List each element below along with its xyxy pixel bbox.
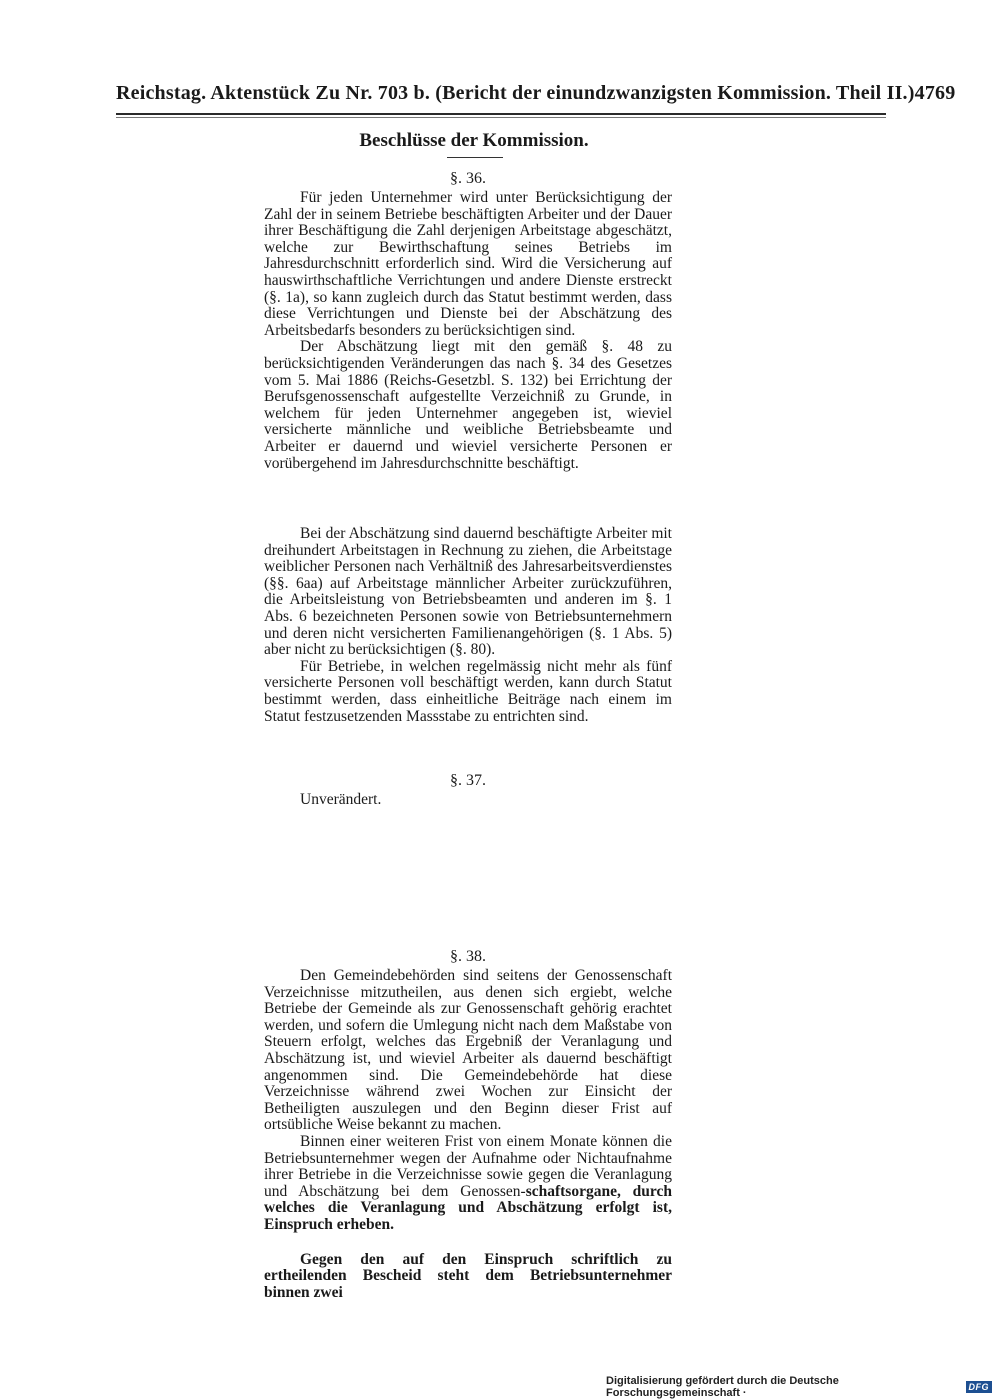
- section-36-label: §. 36.: [450, 170, 486, 187]
- footer-text: Digitalisierung gefördert durch die Deutsche Forschungsgemeinschaft ·: [606, 1375, 839, 1399]
- section-38-paragraph-2-bold: schaftsorgane, durch welches die Veranlagung und Abschätzung erfolgt ist, Einspruch erheben.: [264, 1182, 672, 1233]
- section-38-paragraph-3: Gegen den auf den Einspruch schriftlich zu ertheilenden Bescheid steht dem Betriebsunternehmer binnen zwei: [264, 1250, 672, 1301]
- section-37-block: [264, 772, 672, 809]
- section-38-label: §. 38.: [450, 948, 486, 965]
- section-36-block: [264, 170, 672, 472]
- section-37-text: Unverändert.: [300, 791, 382, 808]
- header-rule: [116, 113, 886, 115]
- section-37-label: §. 37.: [450, 772, 486, 789]
- section-38-block: [264, 948, 672, 1301]
- section-38-paragraph-1: Den Gemeindebehörden sind seitens der Genossenschaft Verzeichnisse mitzutheilen, aus denen sich ergiebt, welche Betriebe der Gemeinde als zur Genossenschaft gehörig erachtet werden, und sofern die Umlegung nicht nach dem Maßstabe von Steuern erfolgt, welches das Ergebniß der Veranlagung und Abschätzung ist, und wieviel Arbeiter als dauernd beschäftigt angenommen sind. Die Gemeindebehörde hat diese Verzeichnisse während zwei Wochen zur Einsicht der Betheiligten auszulegen und den Beginn dieser Frist auf ortsübliche Weise bekannt zu machen.: [264, 967, 672, 1134]
- running-header: [116, 82, 956, 110]
- digitization-footer: [606, 1375, 992, 1399]
- header-title: Reichstag. Aktenstück Zu Nr. 703 b. (Bericht der einundzwanzigsten Kommission. Theil II.): [116, 82, 915, 104]
- header-rule-thin: [116, 117, 886, 118]
- section-36-paragraph-4: Für Betriebe, in welchen regelmässig nicht mehr als fünf versicherte Personen voll beschäftigt werden, kann durch Statut bestimmt werden, dass einheitliche Beiträge nach einem im Statut festzusetzenden Massstabe zu entrichten sind.: [264, 657, 672, 725]
- page-title: Beschlüsse der Kommission.: [359, 130, 589, 151]
- section-38-paragraph-2-start: Binnen einer weiteren Frist von einem Monate können die Betriebsunternehmer wegen der Aufnahme oder Nichtaufnahme ihrer Betriebe in die Verzeichnisse sowie gegen die Veranlagung und Abschätzung bei dem Genossen-: [264, 1132, 672, 1200]
- section-38-paragraph-2: [264, 1134, 672, 1234]
- page-number: 4769: [914, 82, 956, 104]
- section-36-paragraph-2: Der Abschätzung liegt mit den gemäß §. 48 zu berücksichtigenden Veränderungen das nach §. 34 des Gesetzes vom 5. Mai 1886 (Reichs-Gesetzbl. S. 132) bei Errichtung der Berufsgenossenschaft aufgestellte Verzeichniß zu Grunde, in welchem für jeden Unternehmer angegeben ist, wieviel versicherte männliche und weibliche Betriebsbeamte und Arbeiter er dauernd und wieviel versicherte Personen er vorübergehend im Jahresdurchschnitte beschäftigt.: [264, 338, 672, 472]
- section-36-paragraph-3: Bei der Abschätzung sind dauernd beschäftigte Arbeiter mit dreihundert Arbeitstagen in Rechnung zu ziehen, die Arbeitstage weiblicher Personen nach Verhältniß des Jahresarbeitsverdienstes (§§. 6aa) auf Arbeitstage männlicher Arbeiter zurückzuführen, die Arbeitsleistung von Betriebsbeamten und anderen im §. 1 Abs. 6 bezeichneten Personen sowie von Betriebsunternehmern und deren nicht versicherten Familienangehörigen (§. 1 Abs. 5) aber nicht zu berücksichtigen (§. 80).: [264, 525, 672, 659]
- section-36-paragraph-1: Für jeden Unternehmer wird unter Berücksichtigung der Zahl der in seinem Betriebe beschäftigten Arbeiter und der Dauer ihrer Beschäftigung die Zahl derjenigen Arbeitstage abgeschätzt, welche zur Bewirthschaftung seines Betriebs im Jahresdurchschnitt erforderlich sind. Wird die Versicherung auf hauswirthschaftliche Verrichtungen und andere Dienste erstreckt (§. 1a), so kann zugleich durch das Statut bestimmt werden, dass diese Verrichtungen und Dienste bei der Abschätzung des Arbeitsbedarfs besonders zu berücksichtigen sind.: [264, 189, 672, 339]
- dfg-logo-icon: DFG: [966, 1381, 993, 1393]
- title-underline: [447, 157, 503, 158]
- section-36-continued-block: [264, 526, 672, 725]
